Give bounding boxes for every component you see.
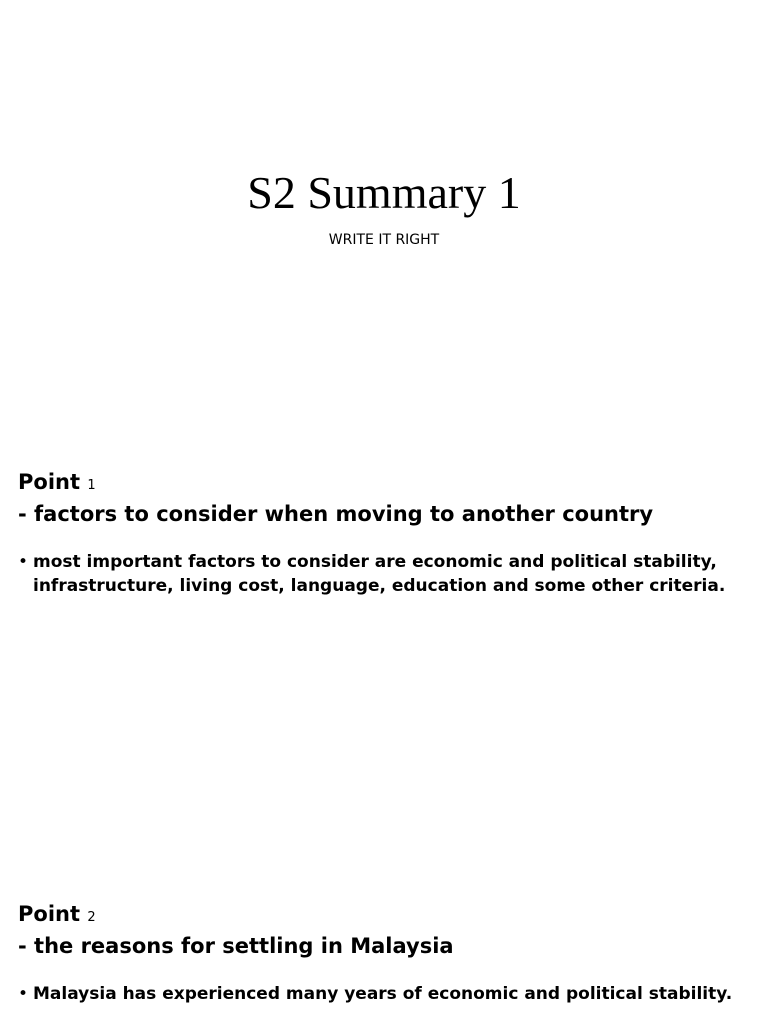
slide-subtitle: WRITE IT RIGHT <box>328 232 440 248</box>
point-number: 2 <box>87 910 96 925</box>
bullet-text: Malaysia has experienced many years of economic and political stability. <box>33 984 733 1004</box>
bullet-list <box>18 550 748 598</box>
point-label: Point <box>18 902 81 926</box>
point-label: Point <box>18 470 81 494</box>
bullet-list <box>18 982 748 1006</box>
bullet-item <box>18 982 748 1006</box>
bullet-icon: • <box>18 984 29 1004</box>
bullet-text: most important factors to consider are economic and political stability, infrastructure, living cost, language, education and some other criteria. <box>33 552 726 596</box>
title-slide <box>0 0 768 432</box>
bullet-icon: • <box>18 552 29 572</box>
point-1-slide <box>0 432 768 864</box>
point-heading <box>18 468 653 529</box>
point-number: 1 <box>87 478 96 493</box>
point-2-slide <box>0 864 768 1024</box>
point-heading <box>18 900 454 961</box>
slide-title: S2 Summary 1 <box>247 167 521 218</box>
point-topic: - the reasons for settling in Malaysia <box>18 934 454 958</box>
bullet-item <box>18 550 748 598</box>
point-topic: - factors to consider when moving to another country <box>18 502 654 526</box>
